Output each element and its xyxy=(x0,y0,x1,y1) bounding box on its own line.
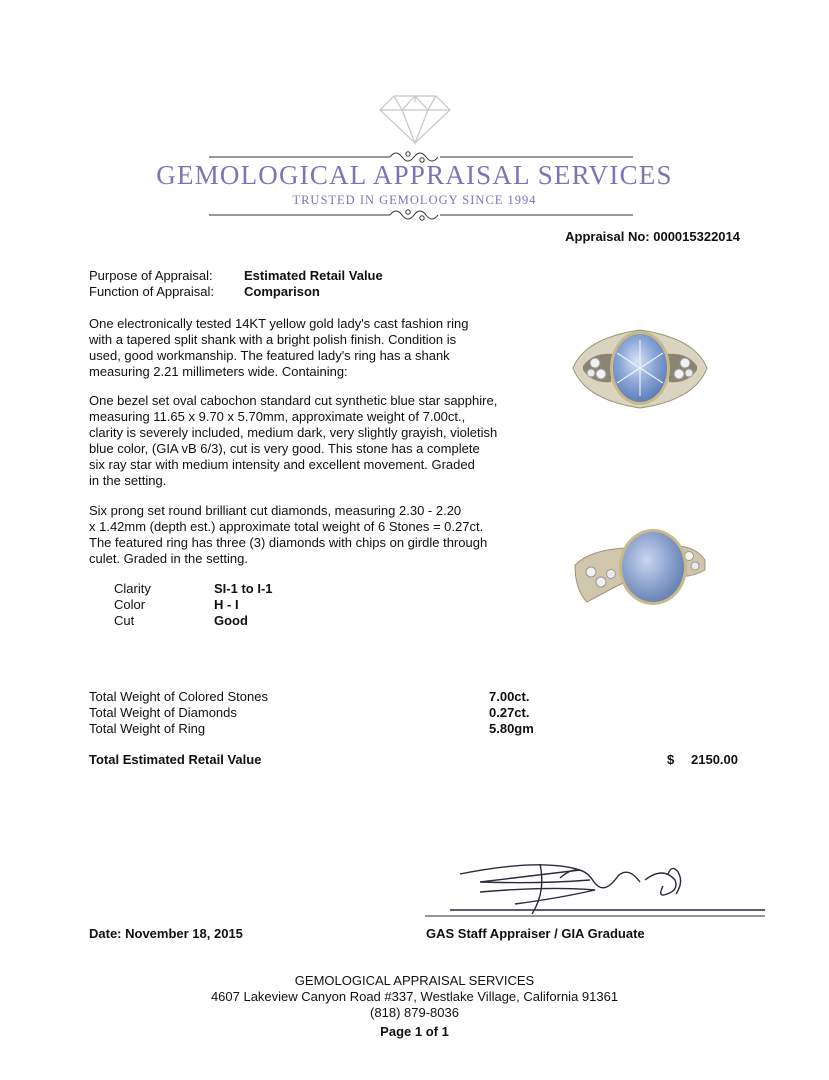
sapphire-description-paragraph xyxy=(89,393,529,489)
appraiser-signature xyxy=(420,852,770,922)
text-line: Six prong set round brilliant cut diamonds, measuring 2.30 - 2.20 xyxy=(89,503,462,518)
purpose-row xyxy=(89,268,383,284)
totals-label: Total Weight of Ring xyxy=(89,721,206,736)
grading-label: Color xyxy=(114,597,146,612)
text-line: blue color, (GIA vB 6/3), cut is very good. This stone has a complete xyxy=(89,441,480,456)
grading-value: H - I xyxy=(214,597,239,612)
ring-angle-view-image xyxy=(565,520,715,620)
grading-value: SI-1 to I-1 xyxy=(214,581,273,596)
text-line: measuring 2.21 millimeters wide. Containing: xyxy=(89,364,348,379)
text-line: One bezel set oval cabochon standard cut synthetic blue star sapphire, xyxy=(89,393,498,408)
function-value: Comparison xyxy=(244,284,320,299)
grading-row-color xyxy=(114,597,273,613)
weight-totals-table xyxy=(89,689,534,737)
company-name-heading: GEMOLOGICAL APPRAISAL SERVICES xyxy=(156,160,673,190)
retail-value-label: Total Estimated Retail Value xyxy=(89,752,262,767)
totals-value: 5.80gm xyxy=(489,721,534,736)
text-line: The featured ring has three (3) diamonds with chips on girdle through xyxy=(89,535,488,550)
retail-currency: $ xyxy=(667,752,675,767)
text-line: in the setting. xyxy=(89,473,167,488)
grading-row-clarity xyxy=(114,581,273,597)
diamond-description-paragraph xyxy=(89,503,529,567)
grading-value: Good xyxy=(214,613,248,628)
totals-row xyxy=(89,705,534,721)
page-number: Page 1 of 1 xyxy=(380,1024,449,1039)
totals-value: 0.27ct. xyxy=(489,705,530,720)
footer-company: GEMOLOGICAL APPRAISAL SERVICES xyxy=(294,973,535,988)
ring-top-view-image xyxy=(565,318,715,418)
text-line: x 1.42mm (depth est.) approximate total weight of 6 Stones = 0.27ct. xyxy=(89,519,484,534)
company-tagline: TRUSTED IN GEMOLOGY SINCE 1994 xyxy=(292,193,537,207)
footer-phone: (818) 879-8036 xyxy=(370,1005,459,1020)
text-line: with a tapered split shank with a bright polish finish. Condition is xyxy=(89,332,457,347)
totals-label: Total Weight of Colored Stones xyxy=(89,689,268,704)
text-line: culet. Graded in the setting. xyxy=(89,551,248,566)
diamond-grading-table xyxy=(114,581,273,629)
appraisal-number: Appraisal No: 000015322014 xyxy=(565,229,740,244)
totals-row xyxy=(89,689,534,705)
purpose-value: Estimated Retail Value xyxy=(244,268,383,283)
text-line: measuring 11.65 x 9.70 x 5.70mm, approximate weight of 7.00ct., xyxy=(89,409,466,424)
totals-row xyxy=(89,721,534,737)
totals-label: Total Weight of Diamonds xyxy=(89,705,237,720)
grading-row-cut xyxy=(114,613,273,629)
purpose-label: Purpose of Appraisal: xyxy=(89,268,213,283)
retail-amount: 2150.00 xyxy=(691,752,738,767)
footer-address: 4607 Lakeview Canyon Road #337, Westlake Village, California 91361 xyxy=(210,989,619,1004)
text-line: clarity is severely included, medium dark, very slightly grayish, violetish xyxy=(89,425,498,440)
diamond-logo-icon xyxy=(380,96,450,143)
totals-value: 7.00ct. xyxy=(489,689,530,704)
appraisal-date: Date: November 18, 2015 xyxy=(89,926,243,941)
function-row xyxy=(89,284,383,300)
appraiser-title: GAS Staff Appraiser / GIA Graduate xyxy=(426,926,645,941)
grading-label: Clarity xyxy=(114,581,151,596)
text-line: used, good workmanship. The featured lady's ring has a shank xyxy=(89,348,450,363)
function-label: Function of Appraisal: xyxy=(89,284,215,299)
ring-description-paragraph xyxy=(89,316,529,380)
purpose-block xyxy=(89,268,383,300)
grading-label: Cut xyxy=(114,613,135,628)
lower-ornament-rule xyxy=(209,210,633,220)
text-line: six ray star with medium intensity and excellent movement. Graded xyxy=(89,457,475,472)
text-line: One electronically tested 14KT yellow gold lady's cast fashion ring xyxy=(89,316,469,331)
